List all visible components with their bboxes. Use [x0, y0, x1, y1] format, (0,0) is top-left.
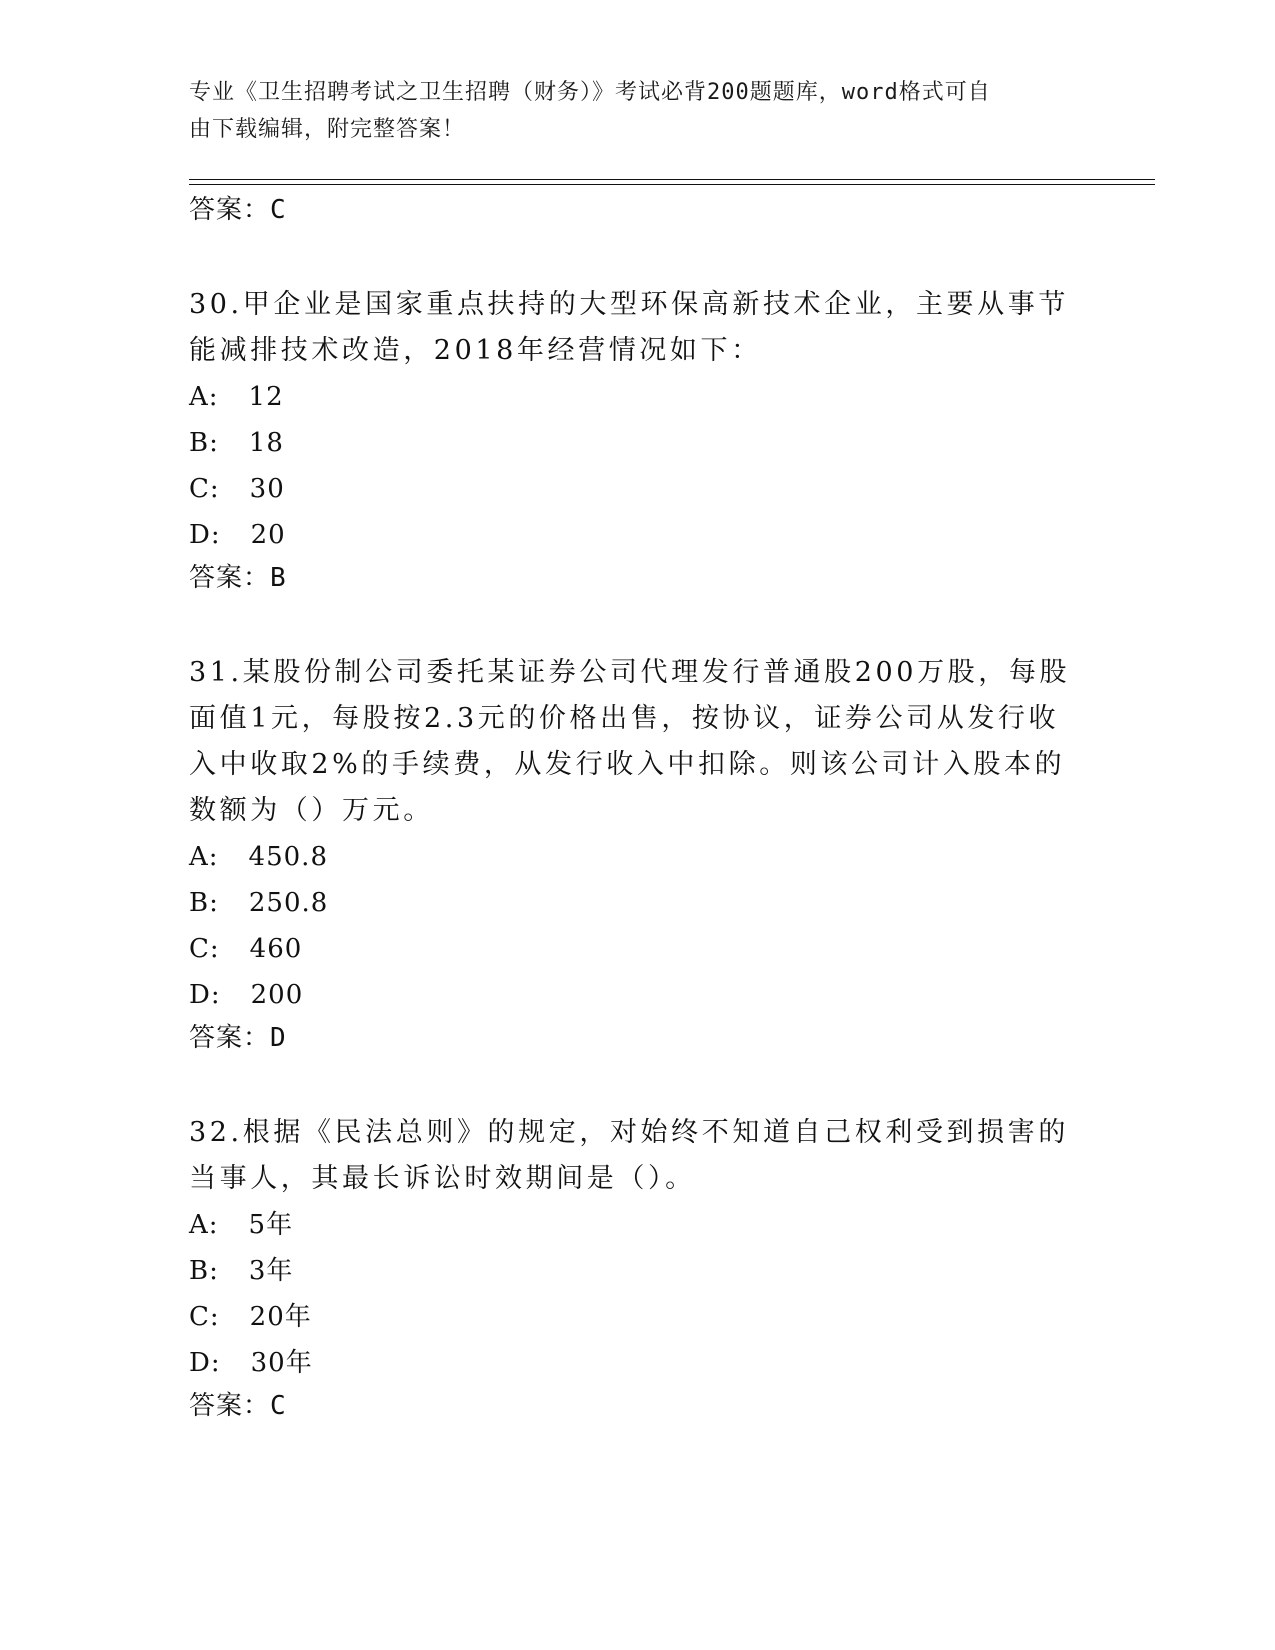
option-d	[189, 972, 1089, 1018]
question-32	[189, 1110, 1089, 1426]
header-line-2: 由下载编辑，附完整答案！	[189, 117, 466, 142]
option-label: D:	[189, 520, 221, 550]
question-30	[189, 282, 1089, 598]
option-value: 5年	[248, 1210, 294, 1240]
option-a	[189, 1202, 1089, 1248]
option-label: C:	[189, 474, 220, 504]
option-value: 450.8	[248, 842, 328, 872]
answer-line: 答案：B	[189, 563, 287, 593]
previous-answer: 答案：C	[189, 195, 287, 225]
option-value: 3年	[248, 1256, 294, 1286]
option-label: A:	[189, 842, 219, 872]
option-c	[189, 466, 1089, 512]
answer-line: 答案：C	[189, 1391, 287, 1421]
option-c	[189, 926, 1089, 972]
option-d	[189, 1340, 1089, 1386]
answer-line: 答案：D	[189, 1023, 287, 1053]
option-value: 20	[250, 520, 286, 550]
option-b	[189, 420, 1089, 466]
option-value: 200	[250, 980, 304, 1010]
option-label: C:	[189, 934, 220, 964]
option-label: A:	[189, 1210, 219, 1240]
option-d	[189, 512, 1089, 558]
option-b	[189, 1248, 1089, 1294]
header-line-1: 专业《卫生招聘考试之卫生招聘（财务）》考试必背200题题库，word格式可自	[189, 80, 991, 105]
option-label: B:	[189, 888, 219, 918]
option-value: 30年	[250, 1348, 313, 1378]
option-label: C:	[189, 1302, 220, 1332]
option-c	[189, 1294, 1089, 1340]
question-31	[189, 650, 1089, 1058]
question-text: 31.某股份制公司委托某证券公司代理发行普通股200万股，每股面值1元，每股按2.3元的价格出售，按协议，证券公司从发行收入中收取2%的手续费，从发行收入中扣除。则该公司计入股本的数额为（）万元。	[189, 657, 1071, 826]
question-text: 30.甲企业是国家重点扶持的大型环保高新技术企业，主要从事节能减排技术改造，2018年经营情况如下：	[189, 289, 1069, 366]
option-a	[189, 374, 1089, 420]
option-value: 460	[249, 934, 303, 964]
option-value: 20年	[249, 1302, 312, 1332]
option-label: B:	[189, 428, 219, 458]
question-text: 32.根据《民法总则》的规定，对始终不知道自己权利受到损害的当事人，其最长诉讼时效期间是（）。	[189, 1117, 1069, 1194]
option-label: A:	[189, 382, 219, 412]
option-b	[189, 880, 1089, 926]
option-value: 30	[249, 474, 285, 504]
option-label: B:	[189, 1256, 219, 1286]
option-label: D:	[189, 980, 221, 1010]
header-divider-top	[189, 179, 1155, 180]
question-list	[189, 190, 1089, 1426]
option-value: 18	[248, 428, 284, 458]
option-value: 250.8	[248, 888, 329, 918]
header-divider-bottom	[189, 184, 1155, 185]
option-label: D:	[189, 1348, 221, 1378]
option-value: 12	[248, 382, 284, 412]
option-a	[189, 834, 1089, 880]
document-header	[189, 74, 1089, 148]
